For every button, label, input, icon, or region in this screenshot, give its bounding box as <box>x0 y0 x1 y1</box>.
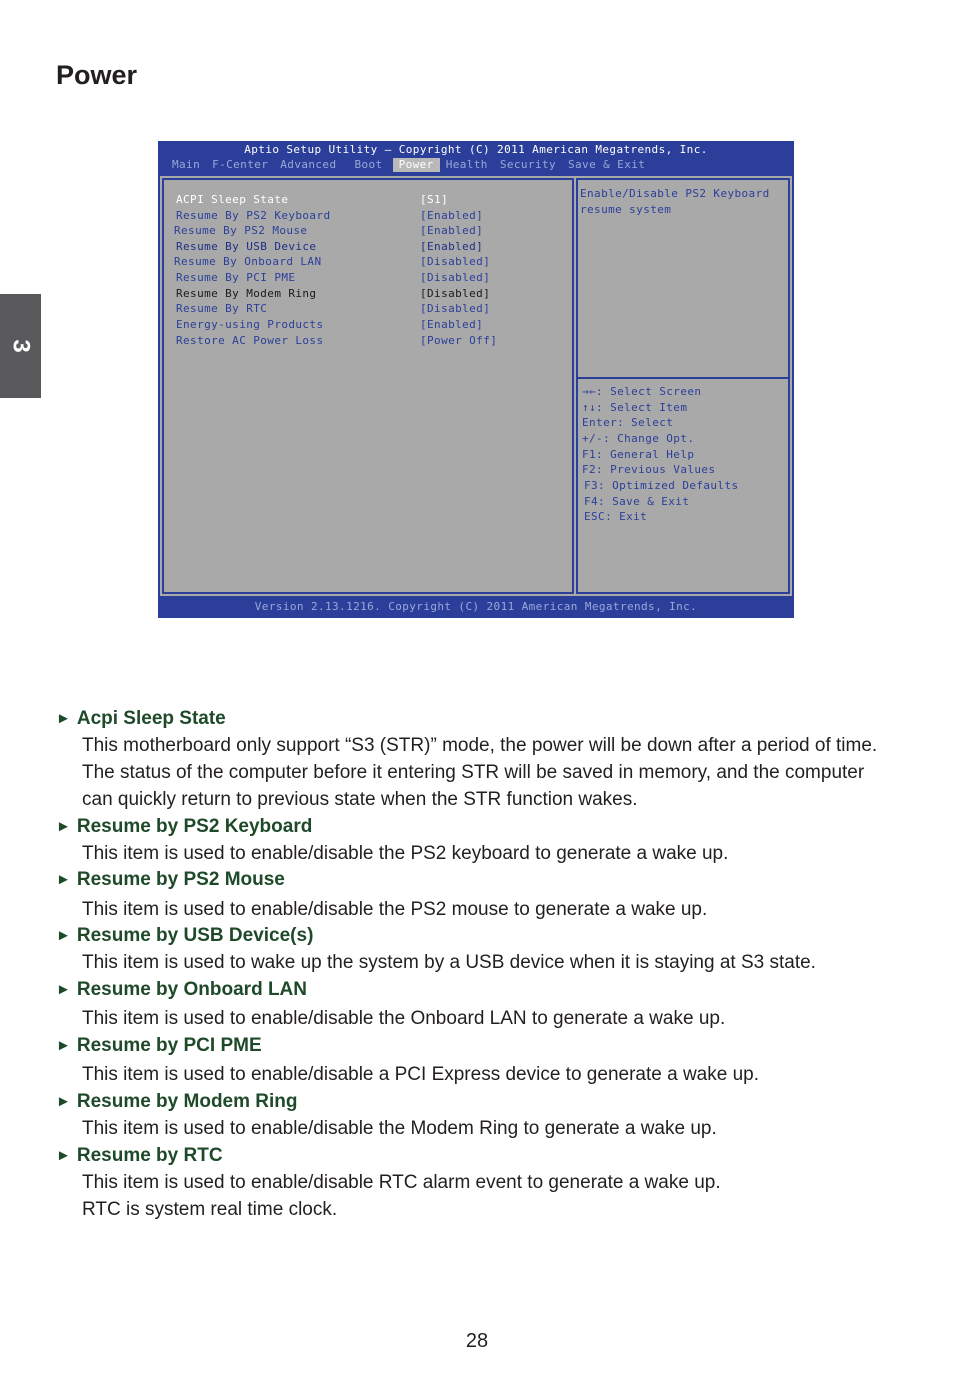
setting-label: Resume By Onboard LAN <box>174 255 322 268</box>
heading-text: Resume by PS2 Keyboard <box>76 816 313 837</box>
setting-label: Resume By USB Device <box>176 240 317 253</box>
section-heading-resume-modem-ring <box>56 1091 298 1113</box>
text-line: This item is used to enable/disable RTC alarm event to generate a wake up. <box>82 1172 721 1193</box>
setting-resume-ps2-keyboard[interactable] <box>176 208 484 223</box>
setting-acpi-sleep-state[interactable] <box>176 192 449 207</box>
section-text-resume-rtc <box>82 1169 912 1223</box>
bios-tab-security[interactable]: Security <box>499 158 557 171</box>
key-previous-values: F2: Previous Values <box>582 463 716 476</box>
section-text-resume-usb-device <box>82 949 912 976</box>
section-heading-acpi-sleep-state <box>56 708 226 730</box>
text-line: This item is used to wake up the system by a USB device when it is staying at S3 state. <box>82 952 816 973</box>
section-heading-resume-onboard-lan <box>56 979 307 1001</box>
setting-label: Restore AC Power Loss <box>176 334 324 347</box>
key-optimized-defaults: F3: Optimized Defaults <box>584 479 739 492</box>
arrow-icon: ► <box>56 927 71 944</box>
bios-tab-f-center[interactable]: F-Center <box>212 158 269 171</box>
section-text-resume-ps2-keyboard <box>82 840 912 867</box>
text-line: This item is used to enable/disable the PS2 keyboard to generate a wake up. <box>82 843 729 864</box>
setting-value[interactable]: [Enabled] <box>420 318 484 331</box>
bios-tab-save-exit[interactable]: Save & Exit <box>568 158 646 171</box>
key-save-exit: F4: Save & Exit <box>584 495 690 508</box>
setting-label: Energy-using Products <box>176 318 324 331</box>
setting-value[interactable]: [S1] <box>420 193 449 206</box>
key-legend-panel <box>576 378 790 594</box>
text-line: can quickly return to previous state when the STR function wakes. <box>82 789 638 810</box>
heading-text: Resume by PCI PME <box>76 1035 262 1056</box>
setting-value[interactable]: [Disabled] <box>420 302 491 315</box>
page-title: Power <box>56 60 138 90</box>
setting-value[interactable]: [Power Off] <box>420 334 498 347</box>
arrow-icon: ► <box>56 871 71 888</box>
arrow-icon: ► <box>56 1093 71 1110</box>
setting-label: Resume By PCI PME <box>176 271 296 284</box>
setting-value[interactable]: [Disabled] <box>420 287 491 300</box>
text-line: The status of the computer before it entering STR will be saved in memory, and the computer <box>82 762 865 783</box>
section-text-acpi-sleep-state <box>82 732 912 813</box>
page-number: 28 <box>465 1330 489 1352</box>
setting-label: Resume By PS2 Mouse <box>174 224 308 237</box>
arrow-icon: ► <box>56 1147 71 1164</box>
section-heading-resume-usb-device <box>56 925 313 947</box>
text-line: This item is used to enable/disable the Onboard LAN to generate a wake up. <box>82 1008 726 1029</box>
setting-label: Resume By PS2 Keyboard <box>176 209 331 222</box>
arrow-icon: ► <box>56 710 71 727</box>
chapter-tab <box>0 294 41 398</box>
setting-resume-pci-pme[interactable] <box>176 270 491 285</box>
key-select-screen: →←: Select Screen <box>582 385 702 398</box>
setting-label: Resume By RTC <box>176 302 268 315</box>
settings-panel <box>162 178 574 594</box>
text-line: This item is used to enable/disable a PCI Express device to generate a wake up. <box>82 1064 759 1085</box>
text-line: This item is used to enable/disable the Modem Ring to generate a wake up. <box>82 1118 717 1139</box>
setting-value[interactable]: [Enabled] <box>420 224 484 237</box>
bios-title: Aptio Setup Utility – Copyright (C) 2011 American Megatrends, Inc. <box>244 143 708 156</box>
help-panel <box>576 178 790 378</box>
bios-tab-advanced[interactable]: Advanced <box>280 158 337 171</box>
bios-menu-bar <box>166 158 651 172</box>
text-line: This item is used to enable/disable the PS2 mouse to generate a wake up. <box>82 899 708 920</box>
heading-text: Resume by Modem Ring <box>76 1091 298 1112</box>
bios-tab-boot[interactable]: Boot <box>354 158 383 171</box>
heading-text: Resume by PS2 Mouse <box>76 869 285 890</box>
heading-text: Resume by USB Device(s) <box>76 925 314 946</box>
setting-label: ACPI Sleep State <box>176 193 289 206</box>
setting-energy-using-products[interactable] <box>176 317 484 332</box>
key-enter-select: Enter: Select <box>582 416 674 429</box>
arrow-icon: ► <box>56 981 71 998</box>
section-text-resume-modem-ring <box>82 1115 912 1142</box>
text-line: This motherboard only support “S3 (STR)” mode, the power will be down after a period of time. <box>82 735 878 756</box>
arrow-icon: ► <box>56 818 71 835</box>
bios-tab-health[interactable]: Health <box>445 158 488 171</box>
section-text-resume-ps2-mouse <box>82 896 912 923</box>
section-heading-resume-ps2-keyboard <box>56 816 312 838</box>
setting-value[interactable]: [Disabled] <box>420 255 491 268</box>
section-heading-resume-ps2-mouse <box>56 869 285 891</box>
heading-text: Acpi Sleep State <box>76 708 226 729</box>
section-heading-resume-rtc <box>56 1145 223 1167</box>
key-change-opt: +/-: Change Opt. <box>582 432 695 445</box>
setting-value[interactable]: [Enabled] <box>420 209 484 222</box>
key-esc-exit: ESC: Exit <box>584 510 648 523</box>
setting-label: Resume By Modem Ring <box>176 287 317 300</box>
setting-resume-usb-device[interactable] <box>176 239 484 254</box>
setting-restore-ac-power-loss[interactable] <box>176 333 498 348</box>
chapter-number: 3 <box>7 339 35 353</box>
key-general-help: F1: General Help <box>582 448 695 461</box>
heading-text: Resume by RTC <box>76 1145 223 1166</box>
setting-resume-modem-ring[interactable] <box>176 286 491 301</box>
setting-value[interactable]: [Enabled] <box>420 240 484 253</box>
section-text-resume-pci-pme <box>82 1061 912 1088</box>
setting-resume-rtc[interactable] <box>176 301 491 316</box>
bios-footer: Version 2.13.1216. Copyright (C) 2011 American Megatrends, Inc. <box>254 600 698 613</box>
bios-body <box>160 176 792 596</box>
key-select-item: ↑↓: Select Item <box>582 401 688 414</box>
section-heading-resume-pci-pme <box>56 1035 262 1057</box>
setting-value[interactable]: [Disabled] <box>420 271 491 284</box>
arrow-icon: ► <box>56 1037 71 1054</box>
setting-resume-ps2-mouse[interactable] <box>174 223 484 238</box>
setting-resume-onboard-lan[interactable] <box>174 254 491 269</box>
bios-tab-main[interactable]: Main <box>172 158 201 171</box>
text-line: RTC is system real time clock. <box>82 1199 338 1220</box>
bios-screenshot <box>158 141 794 618</box>
help-text: Enable/Disable PS2 Keyboard resume system <box>580 187 770 216</box>
section-text-resume-onboard-lan <box>82 1005 912 1032</box>
heading-text: Resume by Onboard LAN <box>76 979 308 1000</box>
bios-tab-power[interactable]: Power <box>393 158 440 172</box>
